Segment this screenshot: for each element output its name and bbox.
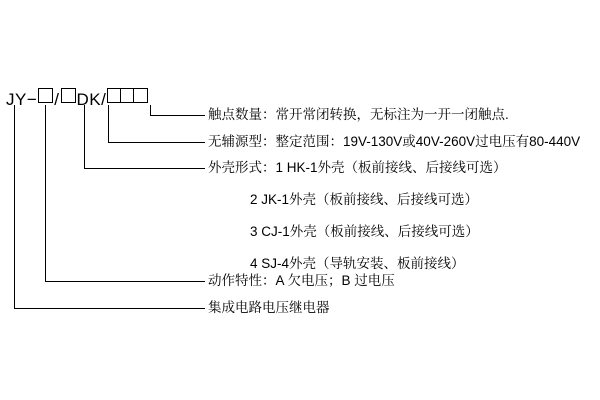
leader-hline-action: [45, 281, 205, 282]
leader-hline-power-type: [108, 142, 205, 143]
model-code-box-2: [61, 88, 76, 103]
label-contacts: 触点数量：常开常闭转换，无标注为一开一闭触点.: [208, 107, 509, 122]
leader-vline-shell-form: [84, 105, 85, 168]
model-code-prefix: JY: [6, 90, 27, 109]
label-shell-form-4: 4 SJ-4外壳（导轨安装、板前接线）: [250, 256, 465, 271]
model-code-mid: DK: [76, 90, 102, 109]
leader-vline-contacts: [150, 105, 151, 115]
label-product-name: 集成电路电压继电器: [208, 300, 330, 315]
label-shell-form-1: 外壳形式：1 HK-1外壳（板前接线、后接线可选）: [208, 160, 507, 175]
model-code-dash: −: [26, 90, 38, 109]
model-code: [6, 88, 149, 110]
leader-vline-action: [45, 105, 46, 281]
label-shell-form-3: 3 CJ-1外壳（板前接线、后接线可选）: [250, 224, 479, 239]
label-power-type: 无辅源型：整定范围：19V-130V或40V-260V过电压有80-440V: [208, 134, 581, 149]
leader-hline-product: [14, 308, 205, 309]
model-code-box-3: [107, 88, 148, 103]
leader-vline-product: [14, 105, 15, 308]
leader-hline-contacts: [150, 115, 205, 116]
model-code-slash-1: /: [54, 90, 60, 109]
leader-vline-power-type: [108, 105, 109, 142]
model-code-box-1: [38, 88, 53, 103]
model-code-slash-2: /: [101, 90, 107, 109]
label-shell-form-2: 2 JK-1外壳（板前接线、后接线可选）: [250, 192, 479, 207]
leader-hline-shell-form: [84, 168, 205, 169]
label-action-characteristic: 动作特性：A 欠电压；B 过电压: [208, 273, 395, 288]
